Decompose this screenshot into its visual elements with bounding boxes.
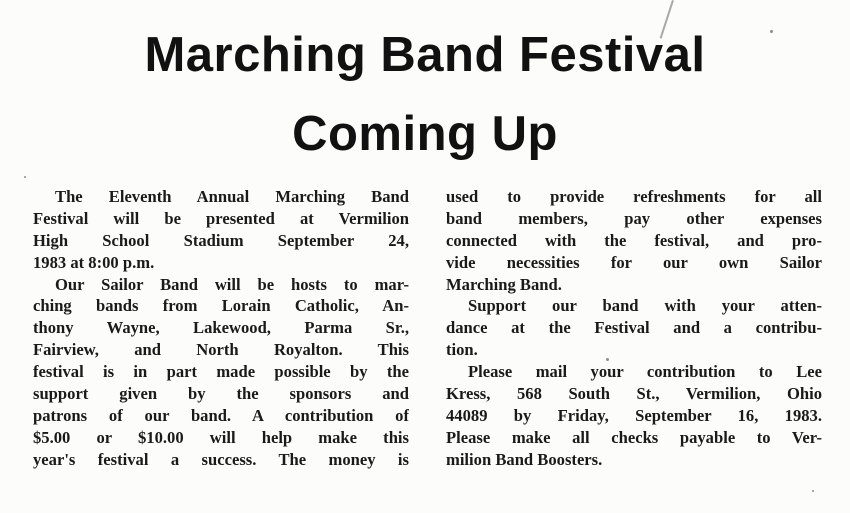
right-line-2: band members, pay other expenses [446,208,822,228]
headline-line-2: Coming Up [292,107,558,161]
print-speck [606,358,609,361]
print-speck [24,176,26,178]
right-line-12: Please make all checks payable to Ver- [446,427,822,447]
right-line-8: tion. [446,340,478,360]
left-line-10: support given by the sponsors and [33,384,409,404]
right-line-1: used to provide refreshments for all [446,187,822,206]
left-column [33,186,409,471]
left-line-1: The Eleventh Annual Marching Band [55,187,409,206]
left-line-12: $5.00 or $10.00 will help make this [33,427,409,447]
left-line-11: patrons of our band. A contribution of [33,405,409,425]
right-column [446,186,822,471]
print-speck [770,30,773,33]
left-line-6: ching bands from Lorain Catholic, An- [33,296,409,316]
right-line-10: Kress, 568 South St., Vermilion, Ohio [446,384,822,404]
left-line-13: year's festival a success. The money is [33,449,409,469]
left-line-9: festival is in part made possible by the [33,362,409,382]
left-line-3: High School Stadium September 24, [33,230,409,250]
right-line-9: Please mail your contribution to Lee [468,362,822,382]
right-line-3: connected with the festival, and pro- [446,230,822,250]
right-line-4: vide necessities for our own Sailor [446,252,822,272]
print-speck [812,490,814,492]
headline-line-1: Marching Band Festival [144,28,706,82]
left-line-8: Fairview, and North Royalton. This [33,340,409,360]
right-line-6: Support our band with your atten- [468,296,822,316]
left-line-4: 1983 at 8:00 p.m. [33,252,155,272]
right-line-13: milion Band Boosters. [446,449,603,469]
left-line-7: thony Wayne, Lakewood, Parma Sr., [33,318,409,338]
right-line-5: Marching Band. [446,274,562,294]
left-line-2: Festival will be presented at Vermilion [33,208,409,228]
right-line-11: 44089 by Friday, September 16, 1983. [446,405,822,425]
right-line-7: dance at the Festival and a contribu- [446,318,822,338]
left-line-5: Our Sailor Band will be hosts to mar- [55,274,409,294]
